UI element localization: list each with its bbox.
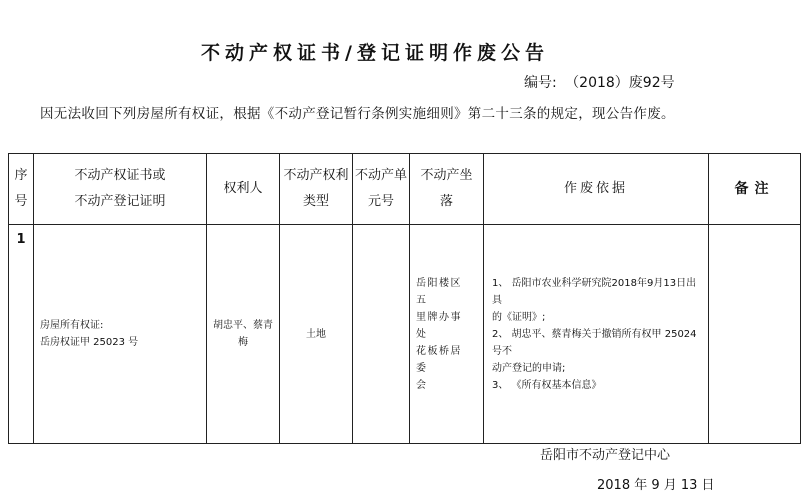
row-holder: 胡忠平、蔡青 梅 [207,225,280,444]
header-basis: 作废依据 [484,154,709,225]
row-right-type: 土地 [280,225,353,444]
header-seq: 序 号 [9,154,34,225]
header-holder: 权利人 [207,154,280,225]
header-unit-no: 不动产单 元号 [353,154,410,225]
row-location: 岳阳楼区五 里牌办事处 花板桥居委 会 [410,225,484,444]
issue-date: 2018 年 9 月 13 日 [597,478,715,493]
intro-paragraph: 因无法收回下列房屋所有权证，根据《不动产登记暂行条例实施细则》第二十三条的规定，现公告作废。 [40,106,675,122]
document-number-label: 编号: [524,75,557,91]
header-cert: 不动产权证书或 不动产登记证明 [34,154,207,225]
row-basis: 1、 岳阳市农业科学研究院2018年9月13日出具 的《证明》; 2、 胡忠平、蔡青梅关于撤销所有权甲 25024 号不 动产登记的申请; 3、 《所有权基本信息》 [484,225,709,444]
table-row [9,225,801,444]
document-number [520,72,675,92]
void-certificate-table [8,153,801,444]
row-seq: 1 [9,225,34,444]
row-remark [709,225,801,444]
table-header-row [9,154,801,225]
issuing-organization: 岳阳市不动产登记中心 [540,448,671,463]
row-cert: 房屋所有权证: 岳房权证甲 25023 号 [34,225,207,444]
header-location: 不动产坐 落 [410,154,484,225]
header-remark: 备注 [709,154,801,225]
document-number-value: （2018）废92号 [565,75,675,91]
page-title: 不动产权证书/登记证明作废公告 [201,42,549,64]
header-right-type: 不动产权利 类型 [280,154,353,225]
row-unit-no [353,225,410,444]
